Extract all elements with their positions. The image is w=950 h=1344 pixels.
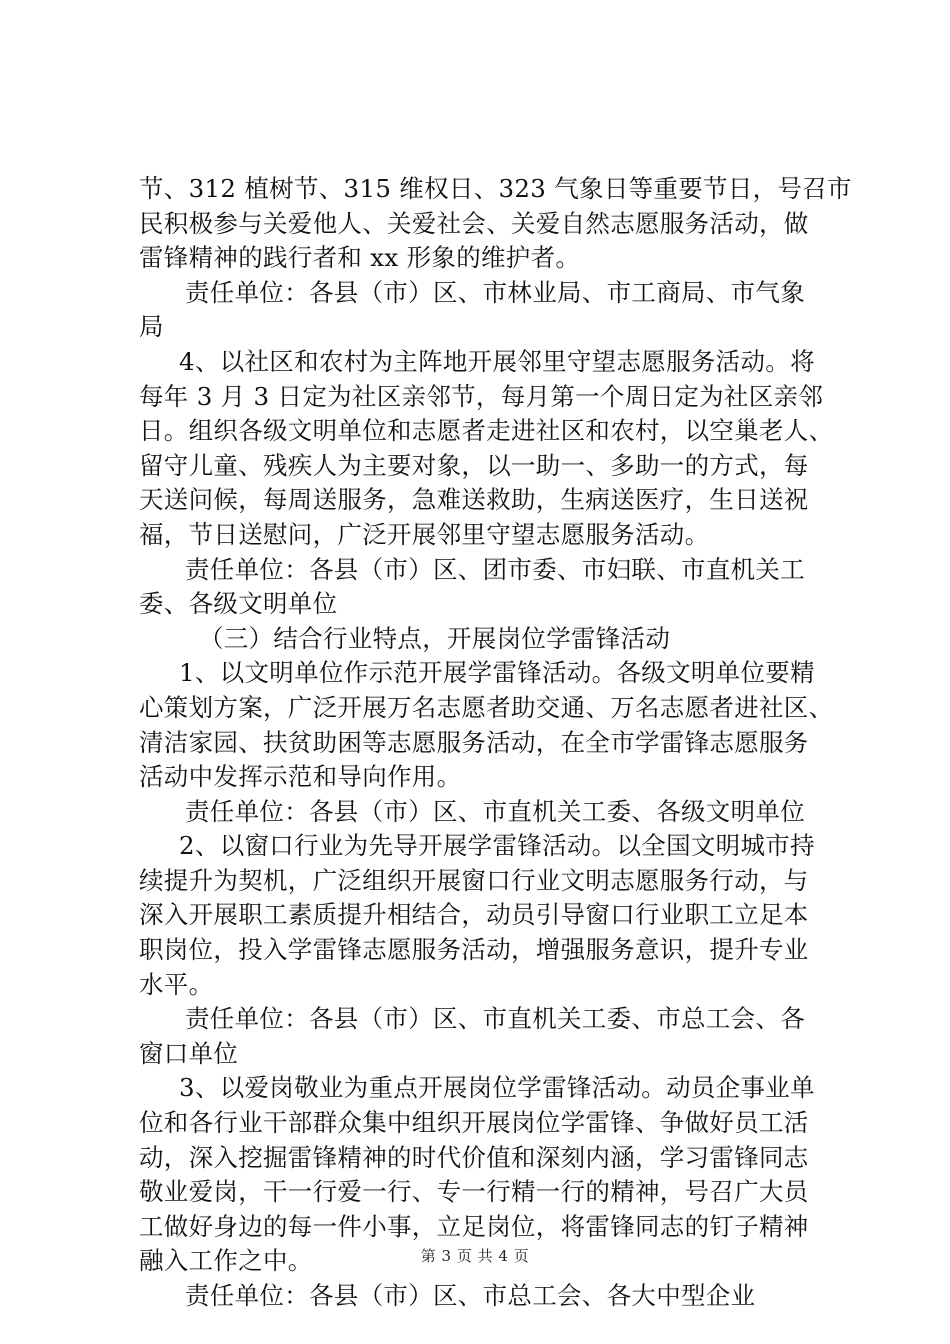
- text-line: 工做好身边的每一件小事，立足岗位，将雷锋同志的钉子精神: [139, 1211, 809, 1241]
- text-line: 动，深入挖掘雷锋精神的时代价值和深刻内涵，学习雷锋同志: [139, 1142, 809, 1172]
- text-line: 每年 3 月 3 日定为社区亲邻节，每月第一个周日定为社区亲邻: [139, 381, 824, 411]
- text-line: （三）结合行业特点，开展岗位学雷锋活动: [199, 623, 671, 653]
- text-line: 活动中发挥示范和导向作用。: [139, 762, 462, 792]
- text-line: 责任单位：各县（市）区、市总工会、各大中型企业: [185, 1281, 756, 1310]
- text-line: 4、以社区和农村为主阵地开展邻里守望志愿服务活动。将: [179, 346, 815, 376]
- text-line: 民积极参与关爱他人、关爱社会、关爱自然志愿服务活动，做: [139, 208, 809, 238]
- text-line: 雷锋精神的践行者和 xx 形象的维护者。: [139, 243, 581, 273]
- text-line: 责任单位：各县（市）区、市直机关工委、市总工会、各: [185, 1004, 805, 1034]
- text-line: 职岗位，投入学雷锋志愿服务活动，增强服务意识，提升专业: [139, 935, 809, 965]
- text-line: 日。组织各级文明单位和志愿者走进社区和农村，以空巢老人、: [139, 416, 834, 446]
- text-line: 位和各行业干部群众集中组织开展岗位学雷锋、争做好员工活: [139, 1108, 809, 1138]
- text-line: 留守儿童、残疾人为主要对象，以一助一、多助一的方式，每: [139, 450, 809, 480]
- text-line: 责任单位：各县（市）区、团市委、市妇联、市直机关工: [185, 554, 805, 584]
- document-body: [139, 172, 852, 1314]
- text-line: 融入工作之中。: [139, 1246, 313, 1276]
- text-line: 深入开展职工素质提升相结合，动员引导窗口行业职工立足本: [139, 900, 809, 930]
- text-line: 1、以文明单位作示范开展学雷锋活动。各级文明单位要精: [179, 658, 815, 688]
- text-line: 委、各级文明单位: [139, 589, 338, 619]
- text-line: 续提升为契机，广泛组织开展窗口行业文明志愿服务行动，与: [139, 865, 809, 895]
- text-line: 2、以窗口行业为先导开展学雷锋活动。以全国文明城市持: [179, 831, 815, 861]
- text-line: 3、以爱岗敬业为重点开展岗位学雷锋活动。动员企事业单: [179, 1073, 815, 1103]
- text-line: 窗口单位: [139, 1038, 239, 1068]
- text-line: 敬业爱岗，干一行爱一行、专一行精一行的精神，号召广大员: [139, 1177, 809, 1207]
- text-line: 责任单位：各县（市）区、市林业局、市工商局、市气象: [185, 277, 805, 307]
- text-line: 心策划方案，广泛开展万名志愿者助交通、万名志愿者进社区、: [139, 692, 834, 722]
- text-line: 清洁家园、扶贫助困等志愿服务活动，在全市学雷锋志愿服务: [139, 727, 809, 757]
- text-line: 局: [139, 312, 164, 342]
- text-line: 节、312 植树节、315 维权日、323 气象日等重要节日，号召市: [139, 174, 852, 203]
- text-line: 责任单位：各县（市）区、市直机关工委、各级文明单位: [185, 796, 805, 826]
- page-number-footer: 第 3 页 共 4 页: [420, 1247, 530, 1265]
- text-line: 福，节日送慰问，广泛开展邻里守望志愿服务活动。: [139, 519, 710, 549]
- text-line: 水平。: [139, 969, 214, 999]
- text-line: 天送问候，每周送服务，急难送救助，生病送医疗，生日送祝: [139, 485, 809, 515]
